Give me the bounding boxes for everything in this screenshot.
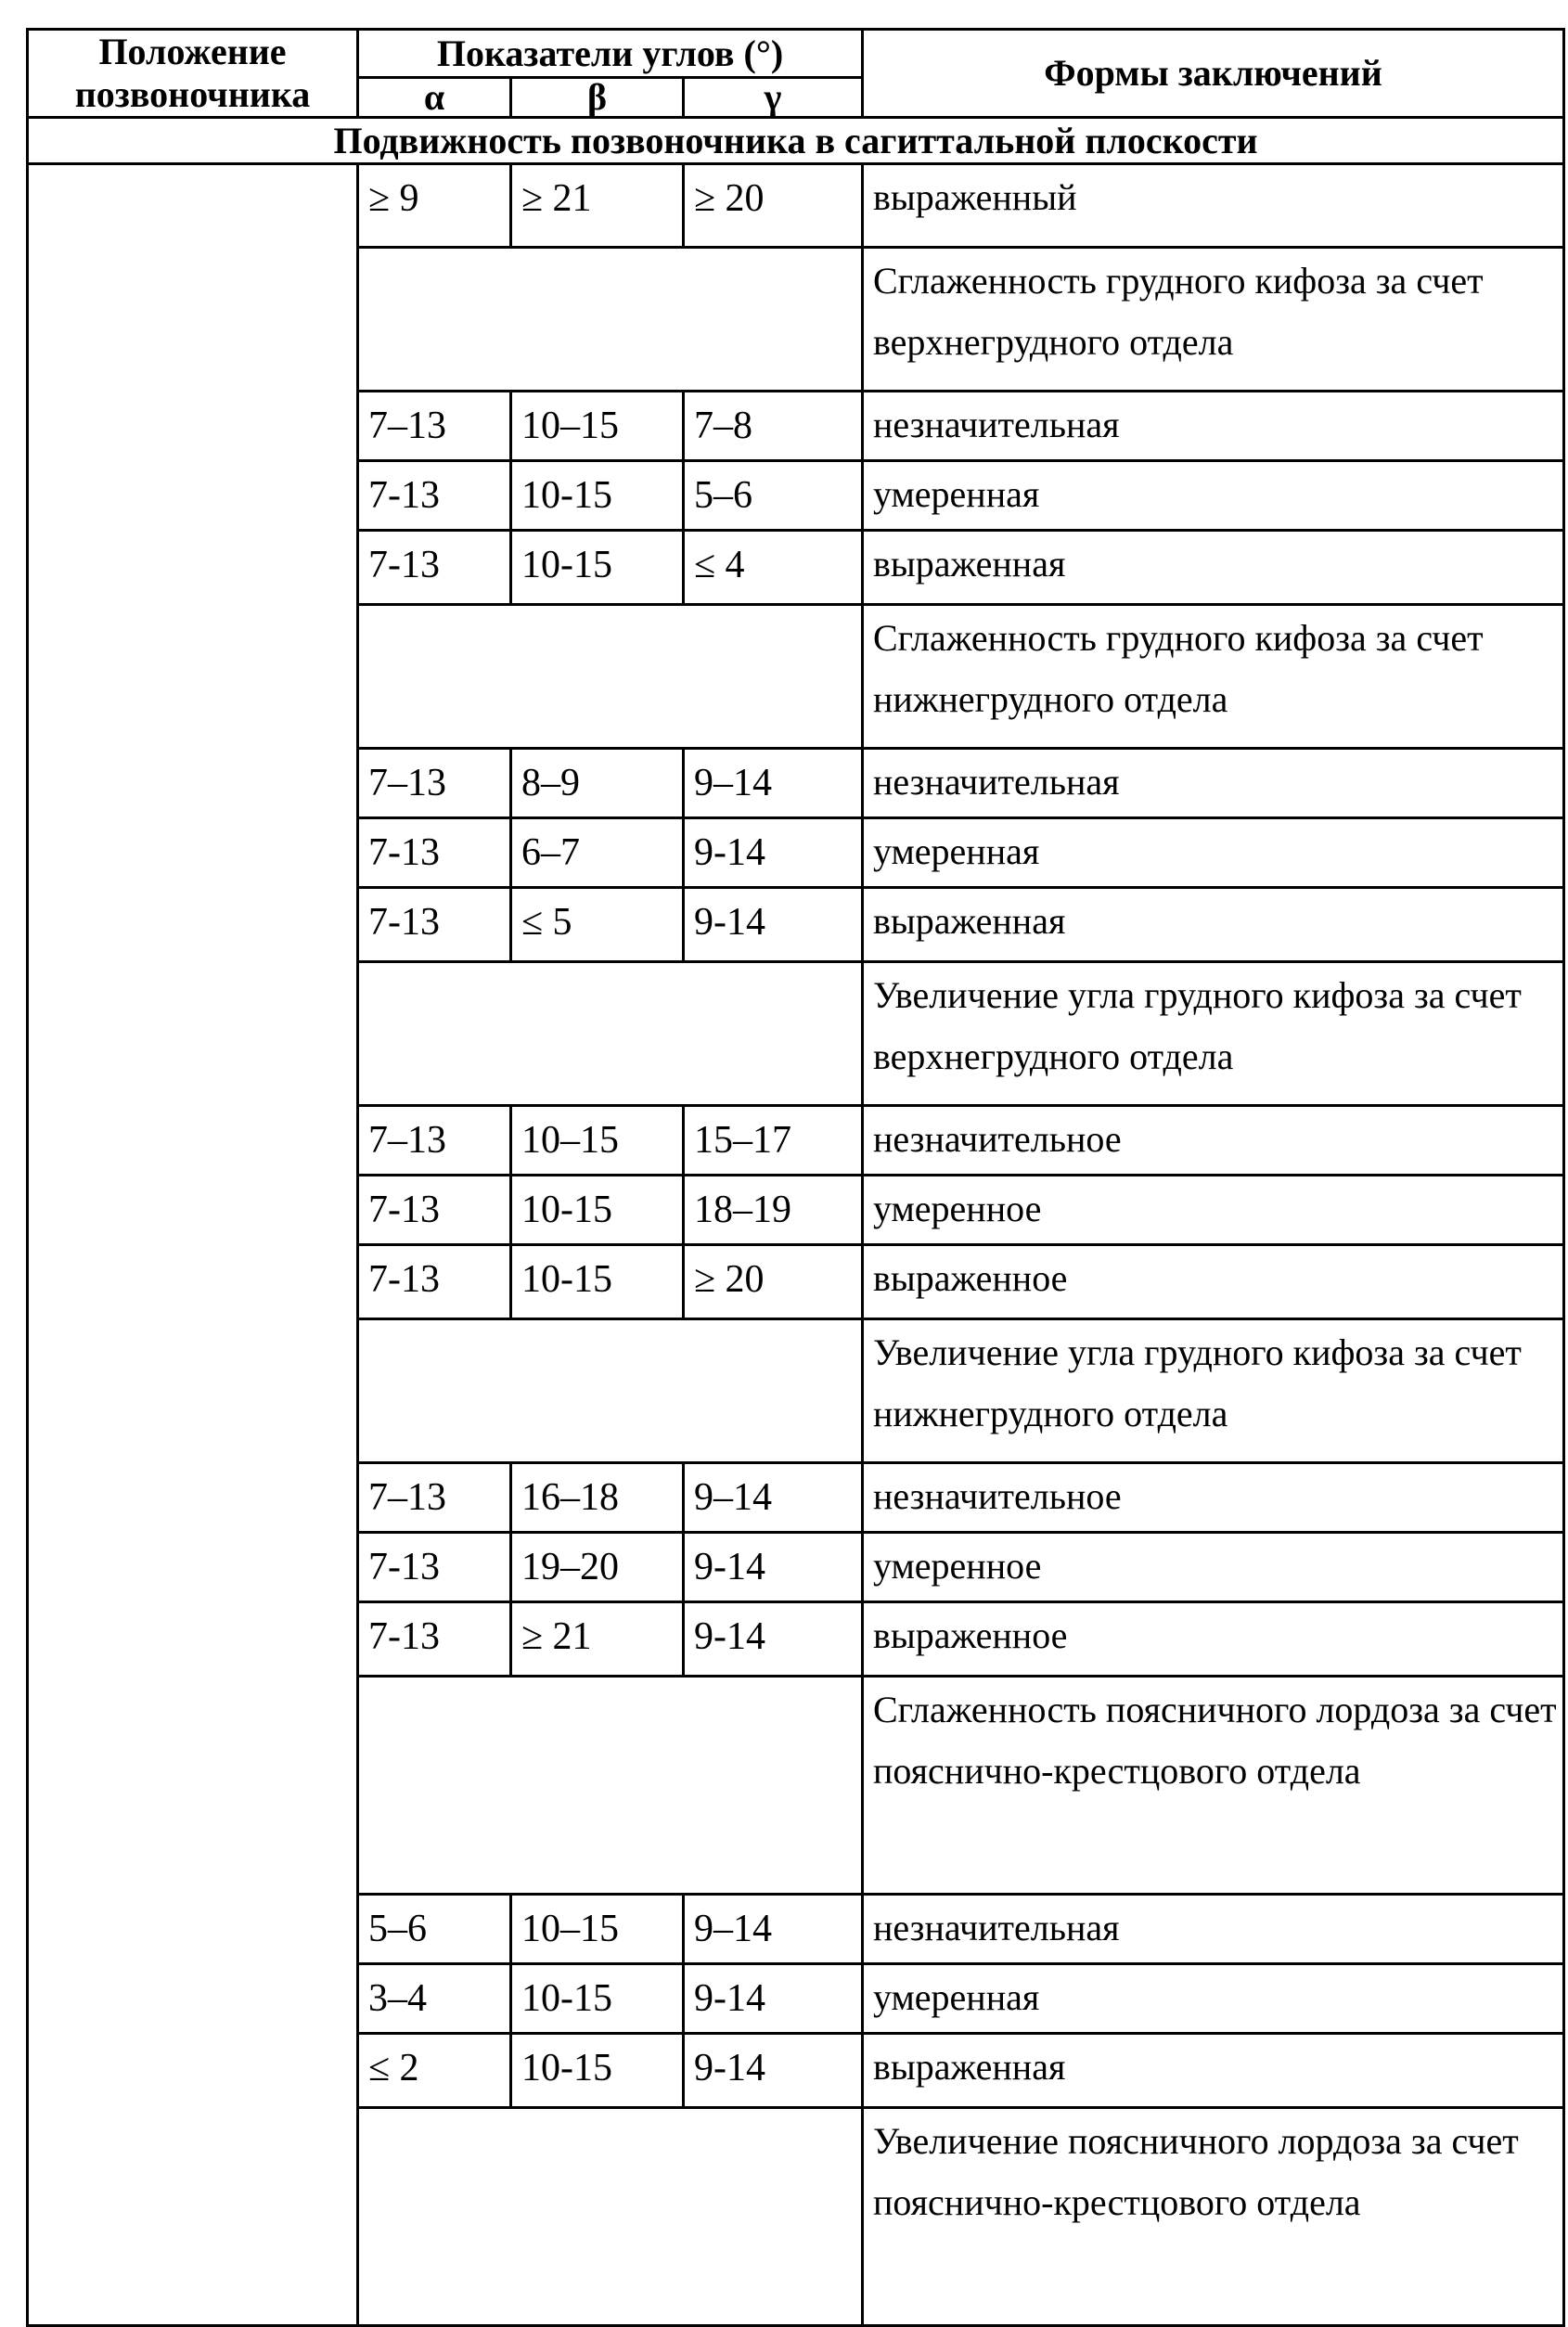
group-heading: Увеличение угла грудного кифоза за счет нижнегрудного отдела xyxy=(863,1319,1564,1463)
gamma-value: 9-14 xyxy=(684,1964,863,2034)
conclusion: умеренная xyxy=(863,461,1564,531)
beta-value: 10–15 xyxy=(511,1106,684,1176)
beta-value: 6–7 xyxy=(511,818,684,888)
conclusion: незначительная xyxy=(863,749,1564,818)
conclusion: умеренная xyxy=(863,818,1564,888)
alpha-value: 7-13 xyxy=(358,531,511,605)
conclusion: умеренное xyxy=(863,1533,1564,1602)
alpha-header: α xyxy=(358,78,511,118)
alpha-value: 3–4 xyxy=(358,1964,511,2034)
alpha-value: 7–13 xyxy=(358,749,511,818)
table-body xyxy=(28,118,1564,2326)
position-header: Положение позвоночника xyxy=(28,30,358,118)
conclusion: выраженная xyxy=(863,531,1564,605)
conclusion: выраженная xyxy=(863,888,1564,962)
conclusions-header: Формы заключений xyxy=(863,30,1564,118)
empty-angles-cell xyxy=(358,1319,863,1463)
header-row-1 xyxy=(28,30,1564,78)
group-heading: Увеличение угла грудного кифоза за счет верхнегрудного отдела xyxy=(863,962,1564,1106)
alpha-value: 7–13 xyxy=(358,1106,511,1176)
group-heading: Сглаженность грудного кифоза за счет верхнегрудного отдела xyxy=(863,248,1564,392)
section-title: Подвижность позвоночника в сагиттальной плоскости xyxy=(28,118,1564,164)
alpha-value: 7-13 xyxy=(358,461,511,531)
beta-value: ≥ 21 xyxy=(511,1602,684,1677)
position-cell xyxy=(28,164,358,2326)
alpha-value: 7-13 xyxy=(358,1176,511,1245)
gamma-value: 7–8 xyxy=(684,392,863,461)
gamma-header: γ xyxy=(684,78,863,118)
table-row xyxy=(28,164,1564,248)
alpha-value: ≥ 9 xyxy=(358,164,511,248)
alpha-value: 7-13 xyxy=(358,818,511,888)
group-heading: Сглаженность грудного кифоза за счет нижнегрудного отдела xyxy=(863,605,1564,749)
alpha-value: 5–6 xyxy=(358,1895,511,1964)
section-row xyxy=(28,118,1564,164)
alpha-value: 7-13 xyxy=(358,1533,511,1602)
empty-angles-cell xyxy=(358,962,863,1106)
alpha-value: 7-13 xyxy=(358,888,511,962)
alpha-value: 7–13 xyxy=(358,392,511,461)
gamma-value: 9-14 xyxy=(684,2034,863,2108)
beta-value: 10-15 xyxy=(511,1176,684,1245)
empty-angles-cell xyxy=(358,605,863,749)
beta-value: 16–18 xyxy=(511,1463,684,1533)
beta-value: 8–9 xyxy=(511,749,684,818)
conclusion: умеренная xyxy=(863,1964,1564,2034)
alpha-value: 7-13 xyxy=(358,1602,511,1677)
alpha-value: ≤ 2 xyxy=(358,2034,511,2108)
beta-value: 10-15 xyxy=(511,461,684,531)
gamma-value: 9-14 xyxy=(684,1533,863,1602)
conclusion: незначительное xyxy=(863,1463,1564,1533)
angle-criteria-table xyxy=(26,28,1565,2327)
conclusion: выраженный xyxy=(863,164,1564,248)
gamma-value: 18–19 xyxy=(684,1176,863,1245)
gamma-value: ≤ 4 xyxy=(684,531,863,605)
beta-value: 10–15 xyxy=(511,392,684,461)
gamma-value: 9–14 xyxy=(684,1463,863,1533)
beta-value: 10-15 xyxy=(511,2034,684,2108)
beta-value: 19–20 xyxy=(511,1533,684,1602)
beta-value: 10-15 xyxy=(511,1245,684,1319)
beta-value: ≤ 5 xyxy=(511,888,684,962)
beta-header: β xyxy=(511,78,684,118)
beta-value: ≥ 21 xyxy=(511,164,684,248)
gamma-value: ≥ 20 xyxy=(684,164,863,248)
gamma-value: 9–14 xyxy=(684,749,863,818)
beta-value: 10–15 xyxy=(511,1895,684,1964)
gamma-value: ≥ 20 xyxy=(684,1245,863,1319)
empty-angles-cell xyxy=(358,248,863,392)
gamma-value: 9-14 xyxy=(684,1602,863,1677)
gamma-value: 9-14 xyxy=(684,888,863,962)
group-heading: Сглаженность поясничного лордоза за счет пояснично-крестцового отдела xyxy=(863,1677,1564,1895)
group-heading: Увеличение поясничного лордоза за счет пояснично-крестцового отдела xyxy=(863,2108,1564,2326)
conclusion: умеренное xyxy=(863,1176,1564,1245)
conclusion: незначительная xyxy=(863,392,1564,461)
conclusion: незначительная xyxy=(863,1895,1564,1964)
gamma-value: 9–14 xyxy=(684,1895,863,1964)
alpha-value: 7–13 xyxy=(358,1463,511,1533)
conclusion: выраженное xyxy=(863,1602,1564,1677)
gamma-value: 9-14 xyxy=(684,818,863,888)
gamma-value: 15–17 xyxy=(684,1106,863,1176)
angles-header: Показатели углов (°) xyxy=(358,30,863,78)
gamma-value: 5–6 xyxy=(684,461,863,531)
alpha-value: 7-13 xyxy=(358,1245,511,1319)
conclusion: выраженная xyxy=(863,2034,1564,2108)
conclusion: незначительное xyxy=(863,1106,1564,1176)
empty-angles-cell xyxy=(358,1677,863,1895)
empty-angles-cell xyxy=(358,2108,863,2326)
conclusion: выраженное xyxy=(863,1245,1564,1319)
beta-value: 10-15 xyxy=(511,531,684,605)
beta-value: 10-15 xyxy=(511,1964,684,2034)
